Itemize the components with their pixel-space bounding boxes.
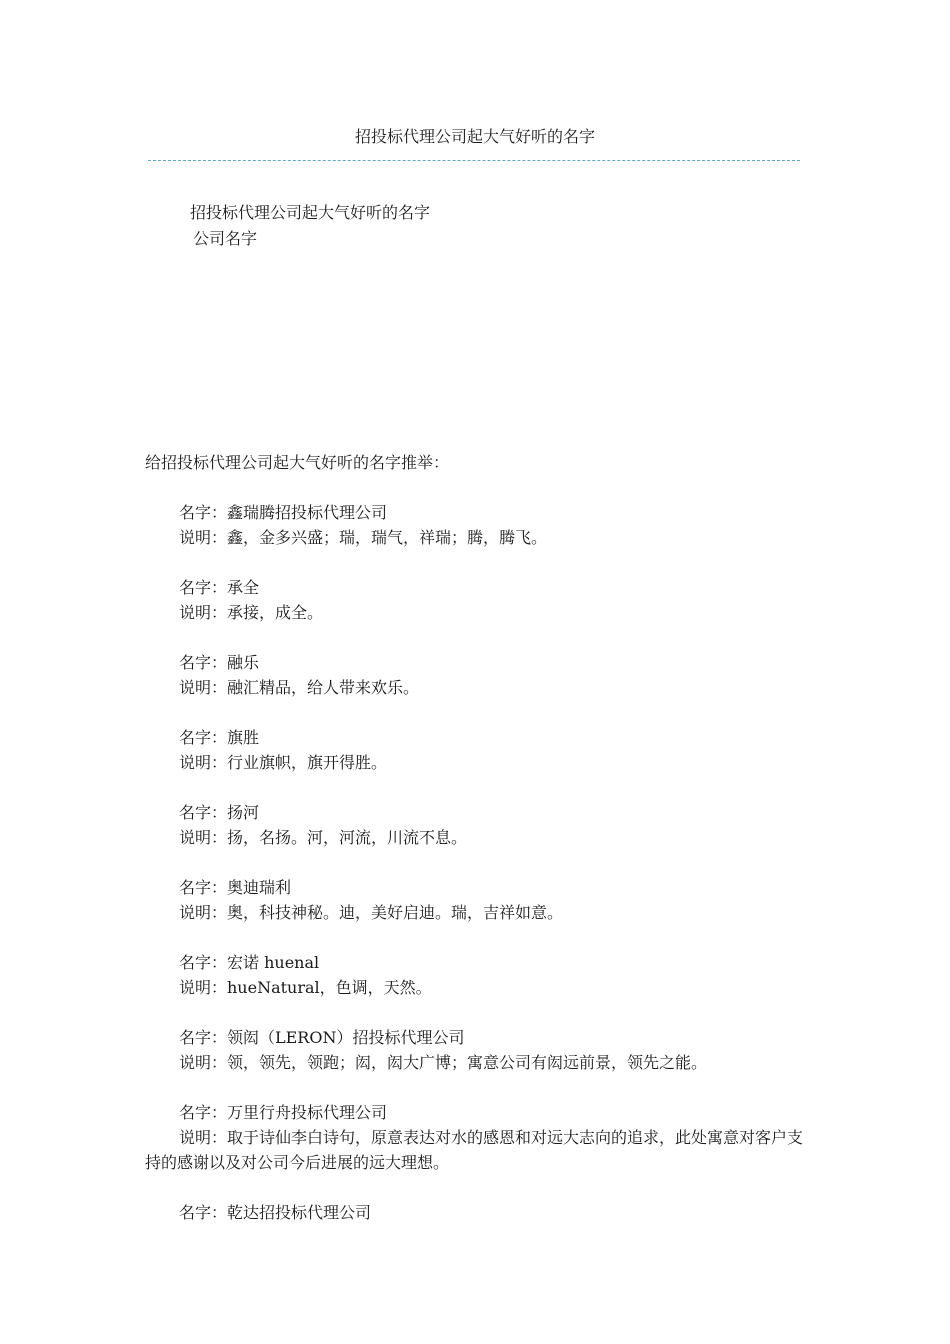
header-title: 招投标代理公司起大气好听的名字: [354, 127, 595, 146]
entry-desc: 说明：融汇精品，给人带来欢乐。: [179, 678, 420, 697]
entry-name: 名字：旗胜: [179, 728, 260, 747]
list-item: [145, 575, 810, 625]
document-subtitle: 公司名字: [193, 229, 258, 248]
entry-desc: 说明：行业旗帜，旗开得胜。: [179, 753, 388, 772]
entry-name: 名字：领闳（LERON）招投标代理公司: [179, 1028, 465, 1047]
entry-desc: 说明：扬，名扬。河，河流，川流不息。: [179, 828, 468, 847]
entry-name: 名字：鑫瑞腾招投标代理公司: [179, 503, 388, 522]
entry-name: 名字：奥迪瑞利: [179, 878, 292, 897]
entry-desc: 说明：奥，科技神秘。迪，美好启迪。瑞，吉祥如意。: [179, 903, 564, 922]
list-item: [145, 1200, 810, 1225]
entry-desc: 说明：hueNatural，色调，天然。: [179, 978, 432, 997]
entry-desc: 说明：承接，成全。: [179, 603, 324, 622]
intro-paragraph: 给招投标代理公司起大气好听的名字推举：: [145, 453, 450, 472]
entry-name: 名字：万里行舟投标代理公司: [179, 1103, 388, 1122]
entry-name: 名字：承全: [179, 578, 260, 597]
list-item: [145, 800, 810, 850]
header-divider: [148, 160, 800, 161]
entry-desc: 说明：取于诗仙李白诗句，原意表达对水的感恩和对远大志向的追求，此处寓意对客户支持的感谢以及对公司今后进展的远大理想。: [145, 1128, 804, 1172]
list-item: [145, 725, 810, 775]
entry-name: 名字：融乐: [179, 653, 260, 672]
list-item: [145, 950, 810, 1000]
entry-name: 名字：乾达招投标代理公司: [179, 1203, 372, 1222]
list-item: [145, 1100, 810, 1175]
entry-name: 名字：宏诺 huenal: [179, 953, 320, 972]
document-title: 招投标代理公司起大气好听的名字: [190, 203, 431, 222]
list-item: [145, 500, 810, 550]
list-item: [145, 650, 810, 700]
entry-name: 名字：扬河: [179, 803, 260, 822]
name-list: [145, 500, 810, 1250]
entry-desc: 说明：领，领先，领跑；闳，闳大广博；寓意公司有闳远前景，领先之能。: [179, 1053, 708, 1072]
list-item: [145, 875, 810, 925]
list-item: [145, 1025, 810, 1075]
entry-desc: 说明：鑫，金多兴盛；瑞，瑞气，祥瑞；腾，腾飞。: [179, 528, 548, 547]
